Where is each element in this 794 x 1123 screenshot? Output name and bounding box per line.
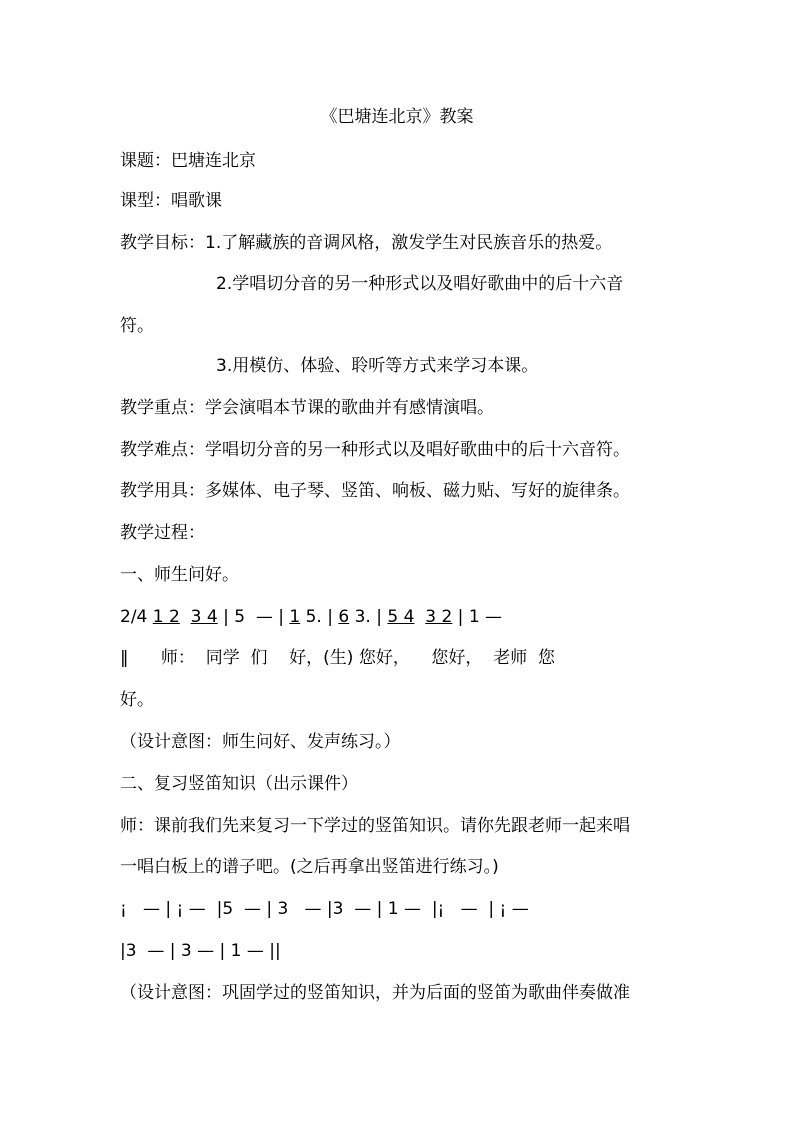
score-segment: 1 — [289, 607, 301, 627]
score-segment — [414, 607, 425, 627]
score-line-2: ‖ 师： 同学 们 好，(生) 您好， 您好， 老师 您 — [120, 648, 556, 668]
score-segment: 3 2 — [425, 607, 453, 627]
difficulty-line: 教学难点：学唱切分音的另一种形式以及唱好歌曲中的后十六音符。 — [120, 440, 630, 460]
score-segment: 5. | — [300, 607, 339, 627]
score-segment: 6 — [338, 607, 350, 627]
score-segment: | 1 — — [452, 607, 503, 627]
design-intent-2: （设计意图：巩固学过的竖笛知识，并为后面的竖笛为歌曲伴奏做准 — [120, 983, 630, 1003]
recorder-score-line-1: ¡ — | ¡ — |5 — | 3 — |3 — | 1 — |¡ — | ¡ — — [120, 899, 529, 919]
score-segment: 5 4 — [387, 607, 415, 627]
score-segment: 3 4 — [190, 607, 218, 627]
topic-line: 课题：巴塘连北京 — [120, 151, 256, 171]
process-heading: 教学过程： — [120, 523, 205, 543]
goals-line-2: 2.学唱切分音的另一种形式以及唱好歌曲中的后十六音 — [216, 274, 624, 294]
score-segment: | 5 — | — [217, 607, 290, 627]
step2-heading: 二、复习竖笛知识（出示课件） — [120, 774, 358, 794]
score-line-3: 好。 — [120, 690, 154, 710]
teacher-line-2: 一唱白板上的谱子吧。(之后再拿出竖笛进行练习。) — [120, 857, 499, 877]
key-point-line: 教学重点：学会演唱本节课的歌曲并有感情演唱。 — [120, 398, 494, 418]
score-line-1 — [120, 606, 502, 628]
score-segment — [180, 607, 191, 627]
tools-line: 教学用具：多媒体、电子琴、竖笛、响板、磁力贴、写好的旋律条。 — [120, 481, 630, 501]
type-line: 课型：唱歌课 — [120, 191, 222, 211]
score-segment: 3. | — [349, 607, 388, 627]
score-segment: 2/4 — [120, 607, 153, 627]
teacher-line-1: 师：课前我们先来复习一下学过的竖笛知识。请你先跟老师一起来唱 — [120, 816, 630, 836]
step1-heading: 一、师生问好。 — [120, 565, 239, 585]
score-segment: 1 2 — [152, 607, 180, 627]
goals-line-1: 教学目标：1.了解藏族的音调风格，激发学生对民族音乐的热爱。 — [120, 233, 613, 253]
design-intent-1: （设计意图：师生问好、发声练习。） — [120, 732, 401, 752]
recorder-score-line-2: |3 — | 3 — | 1 — || — [120, 941, 281, 961]
goals-line-3: 3.用模仿、体验、聆听等方式来学习本课。 — [216, 356, 539, 376]
goals-line-2-cont: 符。 — [120, 316, 154, 336]
page-title: 《巴塘连北京》教案 — [320, 107, 474, 127]
